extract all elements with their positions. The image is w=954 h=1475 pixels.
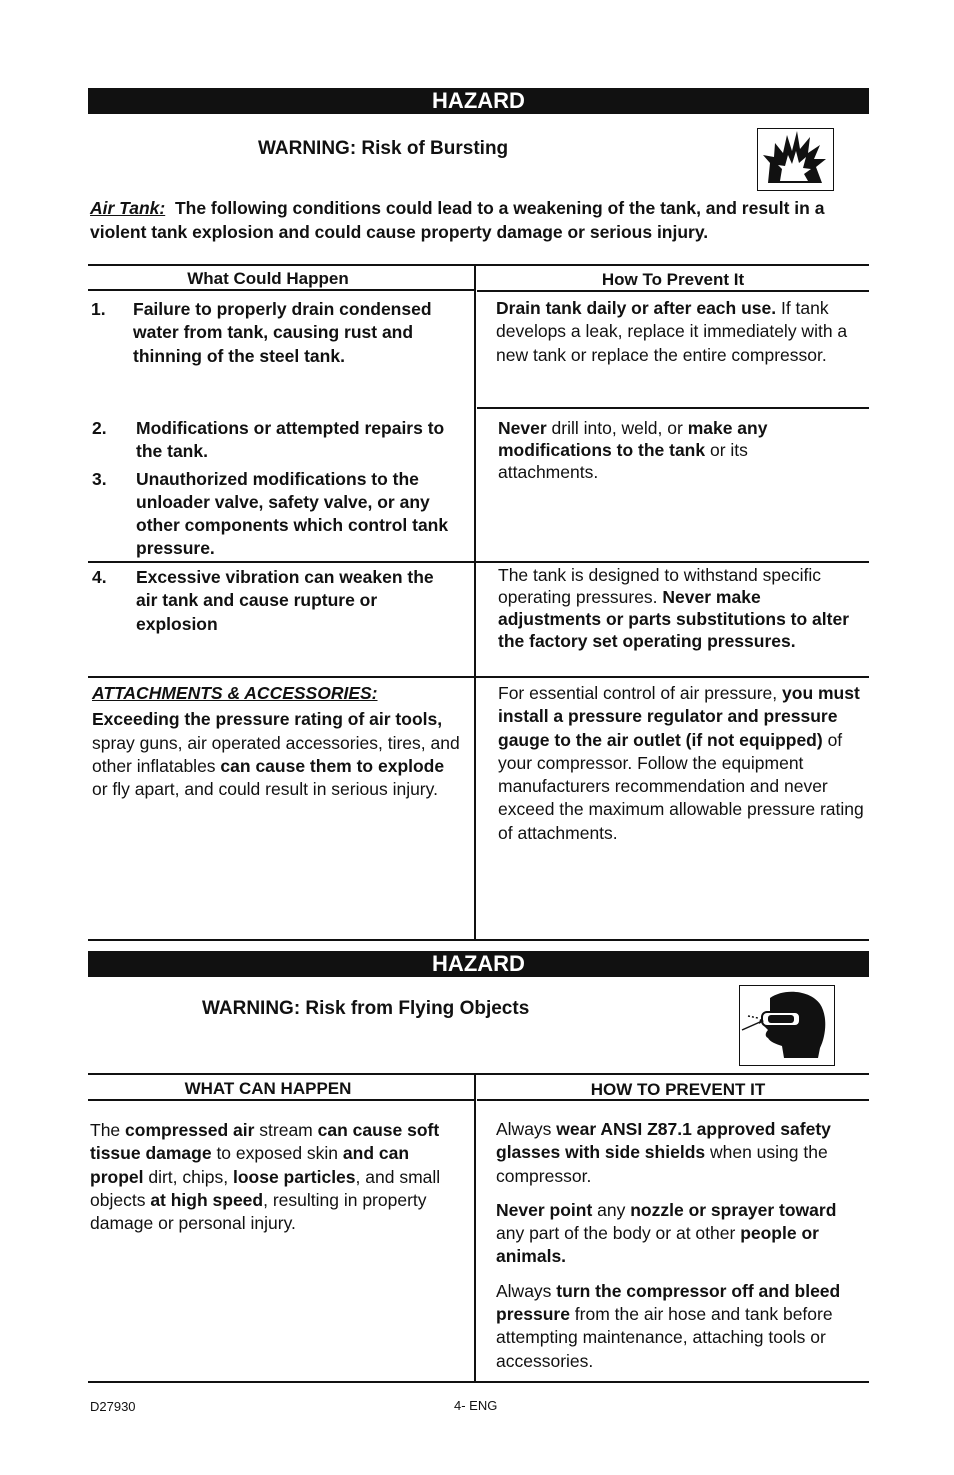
- air-tank-intro: [90, 197, 870, 244]
- table1-row2-divider: [88, 561, 869, 563]
- table2-top-rule: [88, 1073, 869, 1075]
- row1-prevent: Drain tank daily or after each use. If tank develops a leak, replace it immediately with a new tank or replace the entire compressor.: [496, 298, 848, 365]
- flying-objects-prevent: [496, 1118, 856, 1373]
- list-item: 4. Excessive vibration can weaken the air tank and cause rupture or explosion: [92, 567, 434, 634]
- row2-prevent: Never drill into, weld, or make any modifications to the tank or its attachments.: [498, 418, 768, 482]
- row4-happen: ATTACHMENTS & ACCESSORIES: Exceeding the pressure rating of air tools, spray guns, air operated accessories, tires, and other inflatables can cause them to explode or fly apart, and could result in serious injury.: [92, 682, 462, 801]
- table2-bottom-rule: [88, 1381, 869, 1383]
- list-item: 3. Unauthorized modifications to the unloader valve, safety valve, or any other components which control tank pressure.: [92, 468, 449, 559]
- air-tank-label: Air Tank:: [90, 198, 166, 218]
- air-tank-intro-text: The following conditions could lead to a weakening of the tank, and result in a violent tank explosion and could cause property damage or serious injury.: [90, 198, 825, 242]
- hazard-banner-1: HAZARD: [88, 88, 869, 114]
- table1-header-underline-left: [88, 289, 475, 291]
- page-number: 4- ENG: [454, 1398, 498, 1413]
- list-item: 1. Failure to properly drain condensed water from tank, causing rust and thinning of the steel tank.: [91, 299, 432, 366]
- warning-title-bursting: WARNING: Risk of Bursting: [258, 138, 509, 159]
- table1-header-underline-right: [477, 290, 869, 292]
- safety-goggles-head-icon: [739, 985, 835, 1066]
- table2-header-what: WHAT CAN HAPPEN: [184, 1079, 352, 1098]
- prevent-paragraph-never-point: Never point any nozzle or sprayer toward any part of the body or at other people or animals.: [496, 1199, 837, 1267]
- row2-happen: [92, 417, 467, 561]
- hazard-banner-2: HAZARD: [88, 951, 869, 977]
- table1-row3-divider: [88, 676, 869, 678]
- table1-header-how: How To Prevent It: [601, 270, 745, 289]
- row4-prevent: For essential control of air pressure, you must install a pressure regulator and pressure gauge to the air outlet (if not equipped) of your compressor. Follow the equipment manufacturers recommendation and never exceed the maximum allowable pressure rating of attachments.: [498, 683, 864, 843]
- table1-top-rule: [88, 264, 869, 266]
- row3-prevent: The tank is designed to withstand specific operating pressures. Never make adjustments or parts substitutions to alter the factory set operating pressures.: [498, 565, 850, 651]
- prevent-paragraph-bleed-pressure: Always turn the compressor off and bleed pressure from the air hose and tank before attempting maintenance, attaching tools or accessories.: [496, 1280, 841, 1371]
- attachments-heading: ATTACHMENTS & ACCESSORIES:: [92, 683, 378, 703]
- explosion-icon: [757, 128, 834, 191]
- row3-happen: [92, 566, 457, 636]
- table2-header-underline-left: [88, 1099, 475, 1101]
- table2-header-how: HOW TO PREVENT IT: [590, 1080, 766, 1099]
- table1-header-what: What Could Happen: [187, 269, 349, 288]
- table1-column-divider: [474, 264, 476, 940]
- table1-bottom-rule: [88, 939, 869, 941]
- flying-objects-happen: The compressed air stream can cause soft tissue damage to exposed skin and can propel dirt, chips, loose particles, and small objects at high speed, resulting in property damage or personal injury.: [90, 1120, 441, 1234]
- row1-happen: [91, 298, 441, 368]
- prevent-paragraph-goggles: Always wear ANSI Z87.1 approved safety glasses with side shields when using the compressor.: [496, 1119, 831, 1186]
- table1-row1-divider-right: [477, 407, 869, 409]
- table2-column-divider: [474, 1073, 476, 1382]
- list-item: 2. Modifications or attempted repairs to the tank.: [92, 418, 445, 462]
- doc-number: D27930: [90, 1399, 136, 1414]
- warning-title-flying-objects: WARNING: Risk from Flying Objects: [202, 998, 530, 1019]
